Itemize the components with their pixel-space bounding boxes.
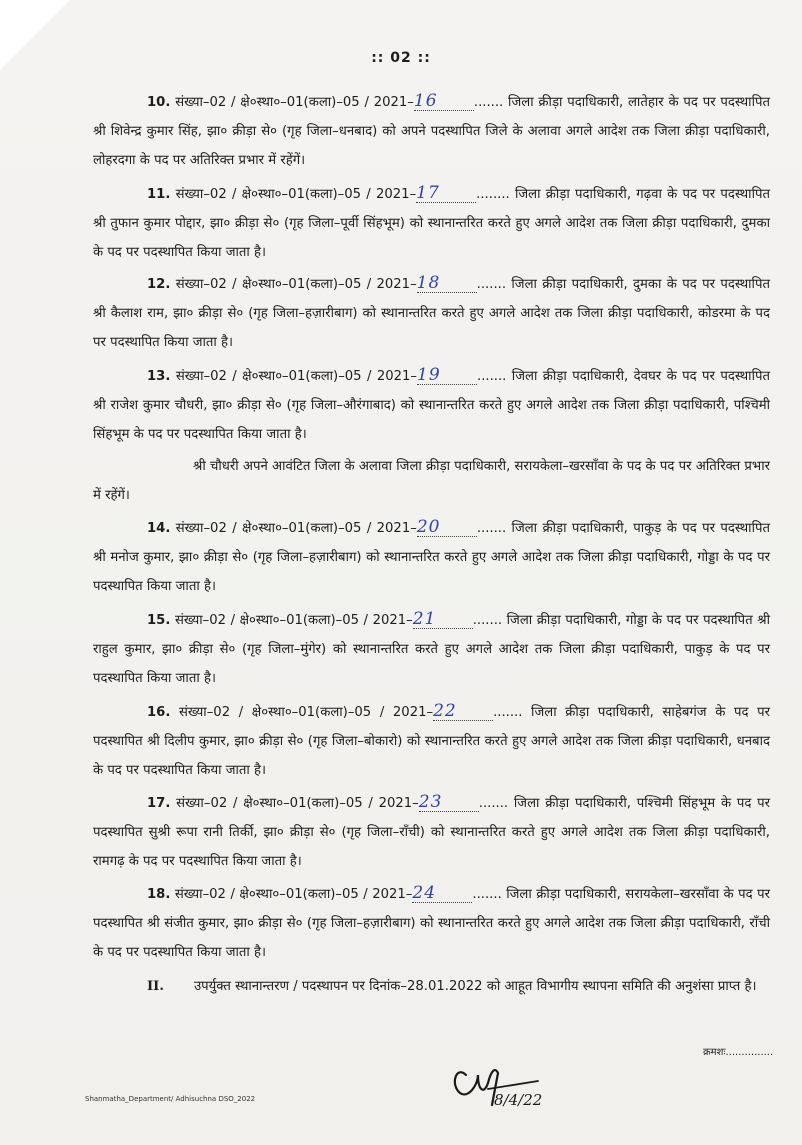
paragraph-text: ....... जिला क्रीड़ा पदाधिकारी, गोड्डा के पद पर पदस्थापित श्री राहुल कुमार, झा० क्रीड़ा से० (गृह जिला–मुंगेर) को स्थानान्तरित करते हुए अगले आदेश तक जिला क्रीड़ा पदाधिकारी, पाकुड़ के पद पर पदस्थापित किया जाता है। [93, 613, 771, 686]
handwritten-serial: 16 [414, 92, 474, 111]
order-paragraph-11 [93, 180, 770, 267]
note-text: श्री चौधरी अपने आवंटित जिला के अलावा जिला क्रीड़ा पदाधिकारी, सरायकेला–खरसाँवा के पद के पद पर अतिरिक्त प्रभार में रहेंगें। [93, 459, 770, 503]
continued-marker: क्रमशः............... [703, 1047, 774, 1058]
paragraph-number: 17. [147, 796, 171, 811]
order-reference: संख्या–02 / क्षे०स्था०–01(कला)–05 / 2021– [174, 887, 413, 902]
order-reference: संख्या–02 / क्षे०स्था०–01(कला)–05 / 2021– [175, 187, 417, 202]
paragraph-number: 14. [147, 521, 171, 536]
file-reference-footer: Shanmatha_Department/ Adhisuchna DSO_2022 [85, 1095, 256, 1103]
order-paragraph-12 [93, 270, 770, 357]
paragraph-number: 10. [147, 95, 171, 110]
order-reference: संख्या–02 / क्षे०स्था०–01(कला)–05 / 2021– [175, 95, 414, 110]
paragraph-text: ....... जिला क्रीड़ा पदाधिकारी, पाकुड़ के पद पर पदस्थापित श्री मनोज कुमार, झा० क्रीड़ा से० (गृह जिला–हज़ारीबाग) को स्थानान्तरित करते हुए अगले आदेश तक जिला क्रीड़ा पदाधिकारी, गोड्डा के पद पर पदस्थापित किया जाता है। [93, 521, 770, 594]
handwritten-serial: 21 [413, 610, 473, 629]
handwritten-serial: 24 [412, 884, 472, 903]
order-reference: संख्या–02 / क्षे०स्था०–01(कला)–05 / 2021– [179, 705, 434, 720]
paragraph-text: ....... जिला क्रीड़ा पदाधिकारी, पश्चिमी सिंहभूम के पद पर पदस्थापित सुश्री रूपा रानी तिर्की, झा० क्रीड़ा से० (गृह जिला–राँची) को स्थानान्तरित करते हुए अगले आदेश तक जिला क्रीड़ा पदाधिकारी, रामगढ़ के पद पर पदस्थापित किया जाता है। [93, 796, 770, 869]
handwritten-serial: 17 [416, 184, 476, 203]
handwritten-serial: 18 [417, 274, 477, 293]
order-paragraph-13 [93, 362, 770, 449]
order-paragraph-10 [93, 88, 770, 175]
handwritten-serial: 20 [417, 518, 477, 537]
handwritten-serial: 23 [419, 793, 479, 812]
signature-date: 8/4/22 [494, 1091, 543, 1109]
paragraph-number: 12. [147, 277, 171, 292]
order-reference: संख्या–02 / क्षे०स्था०–01(कला)–05 / 2021– [175, 369, 418, 384]
paragraph-number: 16. [147, 705, 171, 720]
paragraph-text: ....... जिला क्रीड़ा पदाधिकारी, लातेहार के पद पर पदस्थापित श्री शिवेन्द्र कुमार सिंह, झा० क्रीड़ा से० (गृह जिला–धनबाद) को अपने पदस्थापित जिले के अलावा अगले आदेश तक जिला क्रीड़ा पदाधिकारी, लोहरदगा के पद पर अतिरिक्त प्रभार में रहेंगें। [93, 95, 771, 168]
order-paragraph-17 [93, 789, 770, 876]
order-paragraph-15 [93, 606, 770, 693]
page-number: :: 02 :: [371, 50, 431, 66]
paragraph-number: 11. [147, 187, 171, 202]
section-number: II. [147, 979, 164, 994]
order-13-additional-charge-note [93, 452, 770, 510]
paragraph-text: ....... जिला क्रीड़ा पदाधिकारी, दुमका के पद पर पदस्थापित श्री कैलाश राम, झा० क्रीड़ा से० (गृह जिला–हज़ारीबाग) को स्थानान्तरित करते हुए अगले आदेश तक जिला क्रीड़ा पदाधिकारी, कोडरमा के पद पर पदस्थापित किया जाता है। [93, 277, 770, 350]
order-paragraph-14 [93, 514, 770, 601]
paragraph-number: 18. [147, 887, 171, 902]
order-reference: संख्या–02 / क्षे०स्था०–01(कला)–05 / 2021– [175, 277, 417, 292]
order-reference: संख्या–02 / क्षे०स्था०–01(कला)–05 / 2021– [176, 796, 419, 811]
order-reference: संख्या–02 / क्षे०स्था०–01(कला)–05 / 2021– [175, 521, 417, 536]
handwritten-serial: 22 [433, 702, 493, 721]
order-paragraph-16 [93, 698, 770, 785]
paragraph-number: 13. [147, 369, 171, 384]
order-reference: संख्या–02 / क्षे०स्था०–01(कला)–05 / 2021– [174, 613, 413, 628]
handwritten-signature [448, 1045, 558, 1115]
paragraph-text: ........ जिला क्रीड़ा पदाधिकारी, गढ़वा के पद पर पदस्थापित श्री तुफान कुमार पोद्दार, झा० क्रीड़ा से० (गृह जिला–पूर्वी सिंहभूम) को स्थानान्तरित करते हुए अगले आदेश तक जिला क्रीड़ा पदाधिकारी, दुमका के पद पर पदस्थापित किया जाता है। [93, 187, 770, 260]
paragraph-text: ....... जिला क्रीड़ा पदाधिकारी, साहेबगंज के पद पर पदस्थापित श्री दिलीप कुमार, झा० क्रीड़ा से० (गृह जिला–बोकारो) को स्थानान्तरित करते हुए अगले आदेश तक जिला क्रीड़ा पदाधिकारी, धनबाद के पद पर पदस्थापित किया जाता है। [93, 705, 770, 778]
paragraph-number: 15. [147, 613, 171, 628]
section-text: उपर्युक्त स्थानान्तरण / पदस्थापन पर दिनांक–28.01.2022 को आहूत विभागीय स्थापना समिति की अनुशंसा प्राप्त है। [193, 979, 757, 994]
order-paragraph-18 [93, 880, 770, 967]
paragraph-text: ....... जिला क्रीड़ा पदाधिकारी, सरायकेला–खरसाँवा के पद पर पदस्थापित श्री संजीत कुमार, झा० क्रीड़ा से० (गृह जिला–हज़ारीबाग) को स्थानान्तरित करते हुए अगले आदेश तक जिला क्रीड़ा पदाधिकारी, राँची के पद पर पदस्थापित किया जाता है। [93, 887, 770, 960]
handwritten-serial: 19 [417, 366, 477, 385]
paragraph-text: ....... जिला क्रीड़ा पदाधिकारी, देवघर के पद पर पदस्थापित श्री राजेश कुमार चौधरी, झा० क्रीड़ा से० (गृह जिला–औरंगाबाद) को स्थानान्तरित करते हुए अगले आदेश तक जिला क्रीड़ा पदाधिकारी, पश्चिमी सिंहभूम के पद पर पदस्थापित किया जाता है। [93, 369, 770, 442]
section-ii [93, 972, 770, 1001]
